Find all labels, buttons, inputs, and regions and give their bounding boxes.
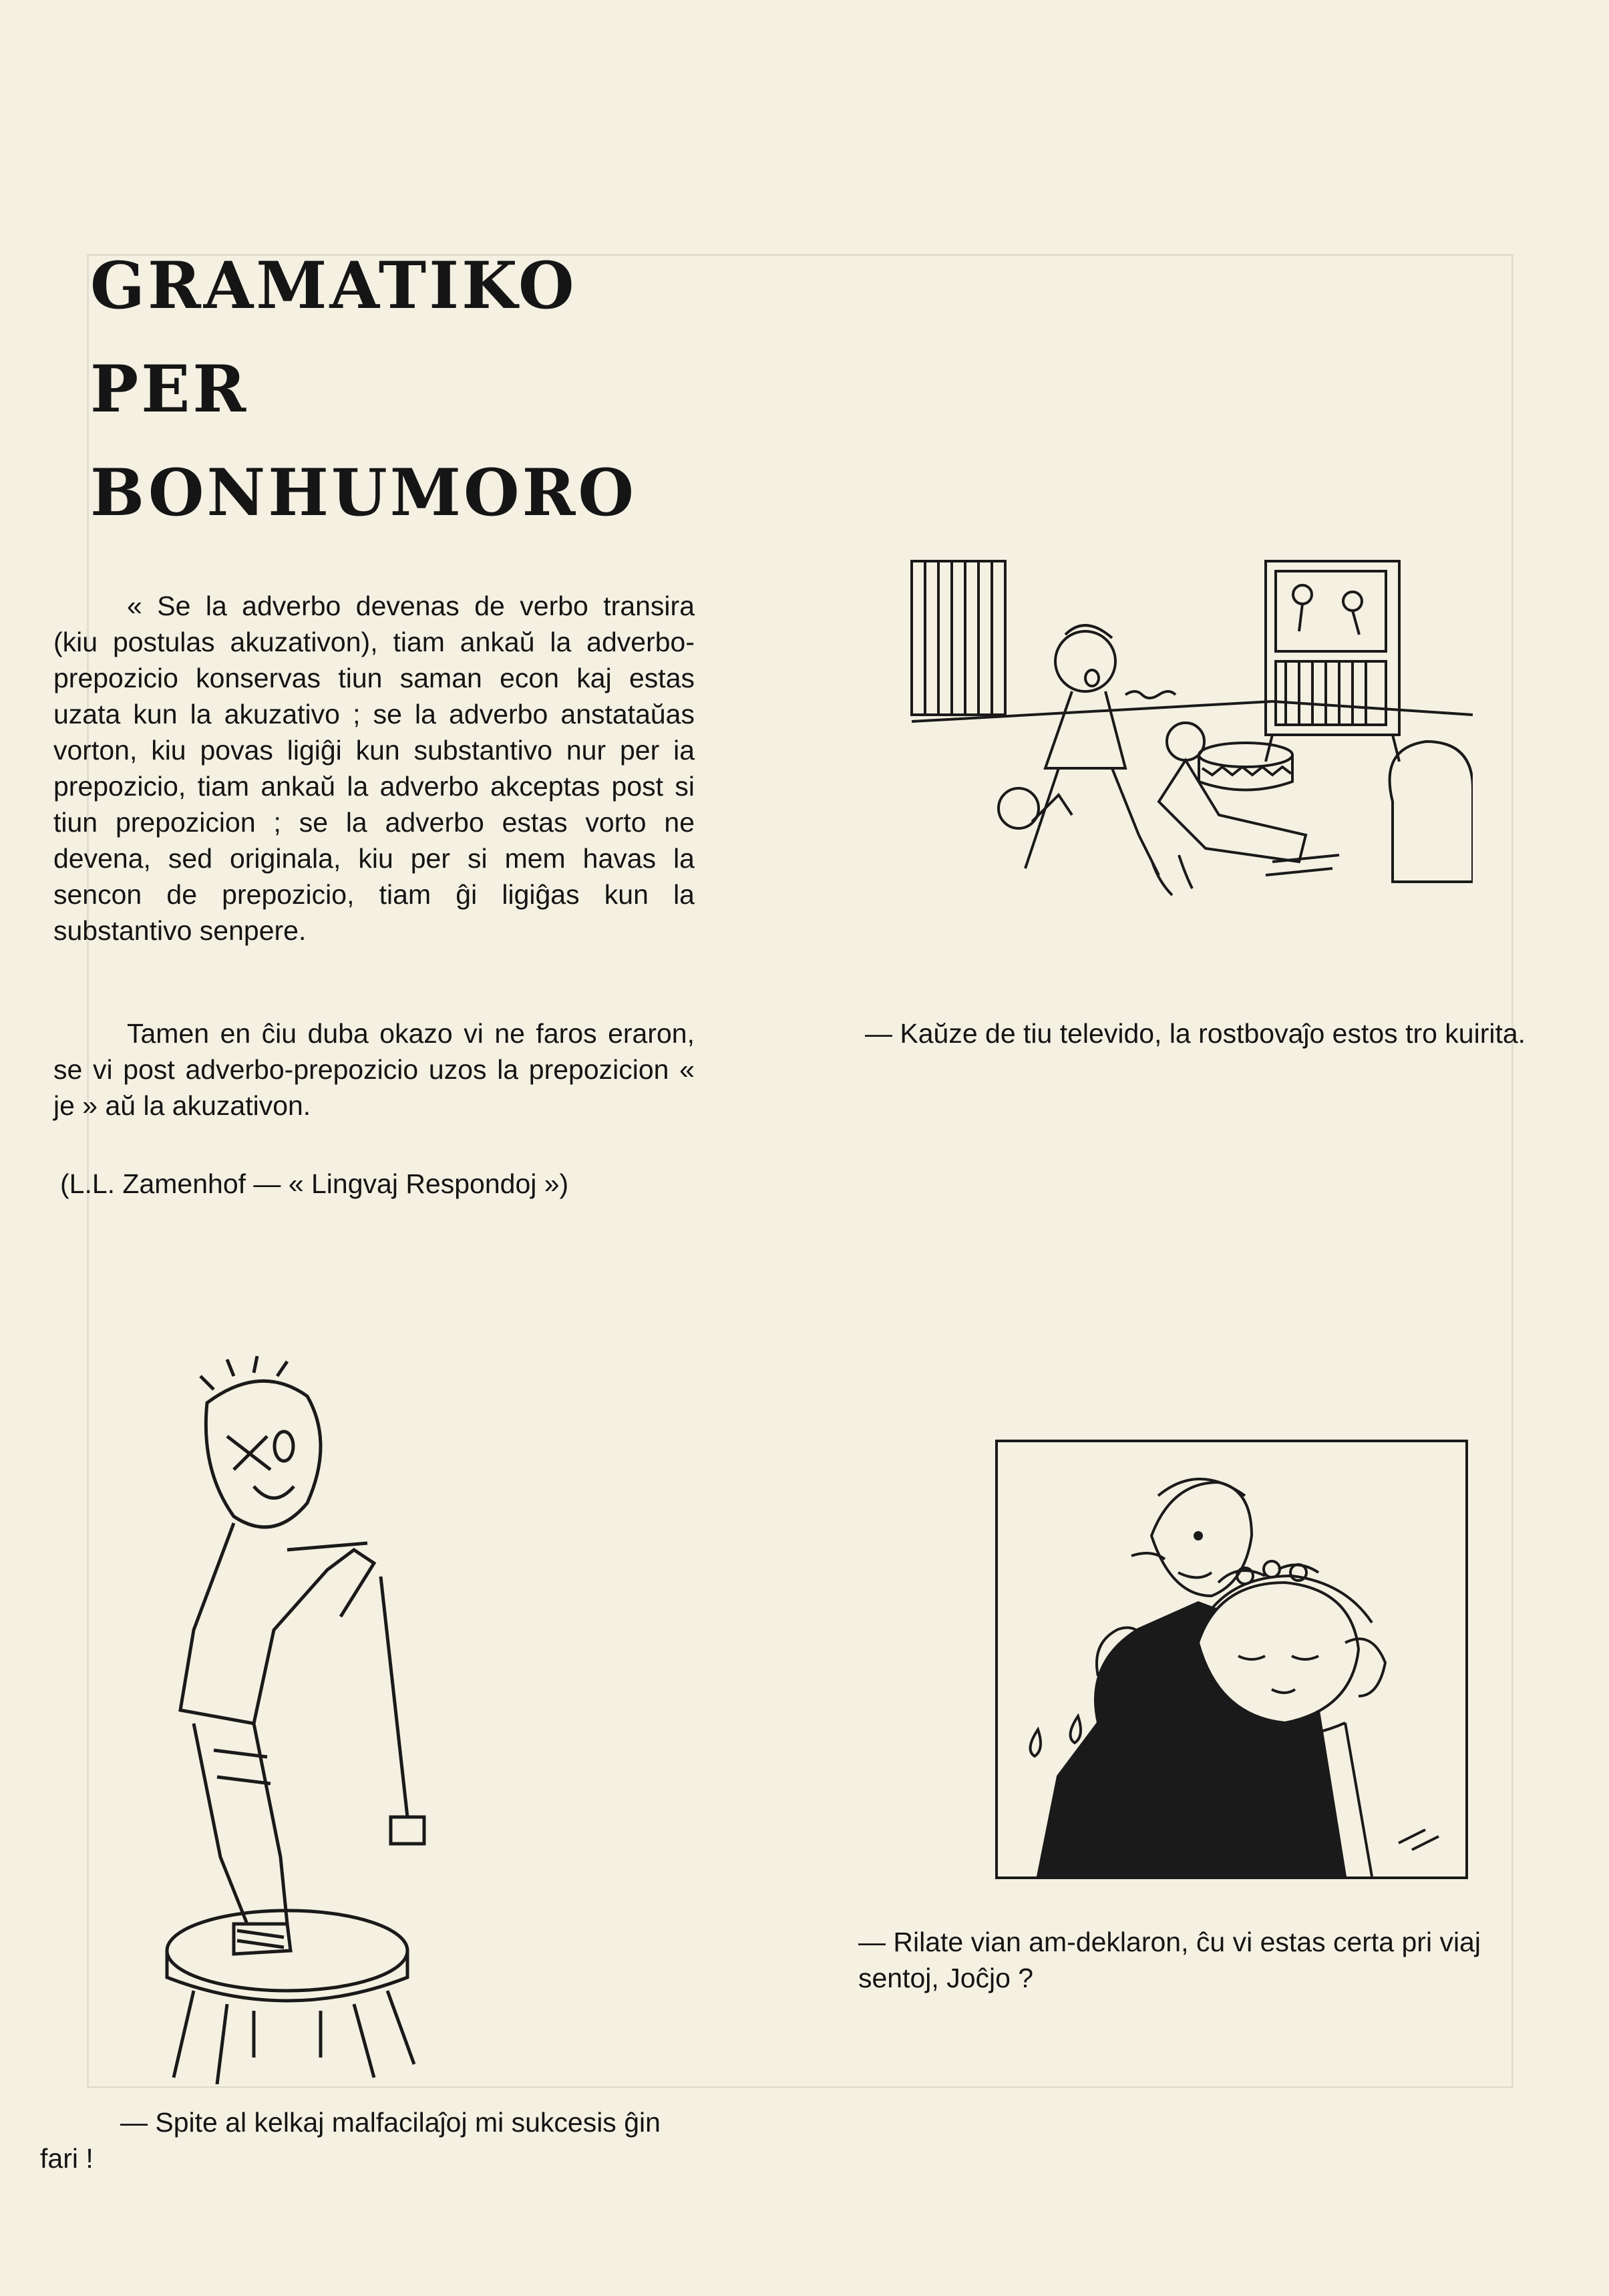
tv-cartoon-caption: — Kaŭze de tiu televido, la rostbovaĵo estos tro kuirita. bbox=[865, 1018, 1526, 1049]
stool-cartoon-caption: — Spite al kelkaj malfacilaĵoj mi sukcesis ĝin fari ! bbox=[40, 2107, 661, 2174]
quote-citation: (L.L. Zamenhof — « Lingvaj Respondoj ») bbox=[60, 1168, 569, 1199]
zamenhof-quote-paragraph-1: « Se la adverbo devenas de verbo transira (kiu postulas akuzativon), tiam ankaŭ la adverbo-prepozicio konservas tiun saman econ kaj estas uzata kun la akuzativo ; se la adverbo anstataŭas vorton, kiu povas ligiĝi kun substantivo nur per ia prepozicio, tiam ankaŭ la adverbo akceptas post si tiun prepozicion ; se la adverbo estas vorto ne devena, sed originala, kiu per si mem havas la sencon de prepozicio, tiam ĝi ligiĝas kun la substantivo senpere. bbox=[53, 591, 695, 946]
title-line-2: PER bbox=[90, 351, 249, 427]
couple-cartoon bbox=[998, 1442, 1465, 1876]
couple-cartoon-caption: — Rilate vian am-deklaron, ĉu vi estas certa pri viaj sentoj, Joĉjo ? bbox=[858, 1927, 1481, 1993]
zamenhof-quote-paragraph-2: Tamen en ĉiu duba okazo vi ne faros eraron, se vi post adverbo-prepozicio uzos la prepozicion « je » aŭ la akuzativon. bbox=[53, 1018, 695, 1121]
title-line-3: BONHUMORO bbox=[90, 455, 637, 530]
couple-cartoon-frame bbox=[995, 1440, 1468, 1879]
article-title bbox=[90, 234, 691, 544]
title-line-1: GRAMATIKO bbox=[90, 248, 577, 323]
stool-man-cartoon bbox=[154, 1349, 528, 2084]
tv-family-cartoon bbox=[872, 548, 1473, 922]
